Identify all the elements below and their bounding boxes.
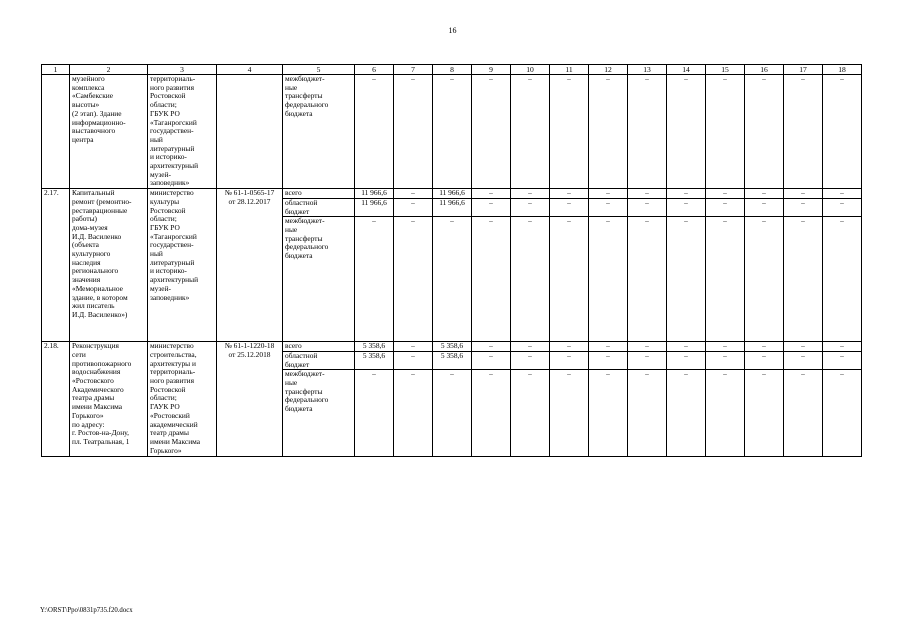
- value-cell: –: [628, 370, 667, 457]
- row-number-cell: [42, 75, 70, 189]
- value-cell: 5 358,6: [433, 351, 472, 369]
- value-cell: –: [589, 198, 628, 216]
- value-cell: –: [550, 342, 589, 352]
- value-cell: 11 966,6: [355, 189, 394, 199]
- column-header: 3: [148, 65, 217, 75]
- column-header: 12: [589, 65, 628, 75]
- column-number-row: [42, 65, 862, 75]
- source-cell: межбюджет- ные трансферты федерального бюджета: [283, 370, 355, 457]
- value-cell: 5 358,6: [355, 351, 394, 369]
- value-cell: –: [667, 75, 706, 189]
- measure-name-cell: Капитальный ремонт (ремонтно- реставрационные работы) дома-музея И.Д. Василенко (объекта культурного наследия регионального значения «Мемориальное здание, в котором жил писатель И.Д. Василенко»): [70, 189, 148, 342]
- value-cell: –: [511, 217, 550, 342]
- column-header: 15: [706, 65, 745, 75]
- column-header: 1: [42, 65, 70, 75]
- value-cell: –: [472, 217, 511, 342]
- value-cell: –: [355, 75, 394, 189]
- value-cell: –: [589, 75, 628, 189]
- value-cell: –: [472, 342, 511, 352]
- value-cell: –: [589, 342, 628, 352]
- value-cell: –: [628, 217, 667, 342]
- value-cell: –: [667, 198, 706, 216]
- value-cell: –: [745, 198, 784, 216]
- value-cell: –: [511, 189, 550, 199]
- value-cell: –: [706, 217, 745, 342]
- source-cell: межбюджет- ные трансферты федерального бюджета: [283, 75, 355, 189]
- value-cell: –: [823, 217, 862, 342]
- value-cell: –: [472, 198, 511, 216]
- value-cell: –: [706, 75, 745, 189]
- value-cell: 5 358,6: [433, 342, 472, 352]
- source-cell: всего: [283, 189, 355, 199]
- value-cell: –: [745, 351, 784, 369]
- measure-name-cell: музейного комплекса «Самбекские высоты» (2 этап). Здание информационно- выставочного центра: [70, 75, 148, 189]
- value-cell: –: [667, 351, 706, 369]
- value-cell: –: [394, 198, 433, 216]
- value-cell: –: [823, 198, 862, 216]
- table-row: [42, 342, 862, 352]
- value-cell: –: [706, 370, 745, 457]
- column-header: 6: [355, 65, 394, 75]
- column-header: 17: [784, 65, 823, 75]
- executor-cell: министерство строительства, архитектуры и территориаль- ного развития Ростовской области; ГАУК РО «Ростовский академический театр драмы имени Максима Горького»: [148, 342, 217, 457]
- value-cell: –: [706, 198, 745, 216]
- value-cell: –: [667, 370, 706, 457]
- value-cell: –: [745, 370, 784, 457]
- value-cell: –: [511, 75, 550, 189]
- value-cell: –: [784, 75, 823, 189]
- value-cell: –: [472, 370, 511, 457]
- value-cell: –: [472, 351, 511, 369]
- value-cell: 11 966,6: [433, 189, 472, 199]
- value-cell: –: [511, 370, 550, 457]
- column-header: 13: [628, 65, 667, 75]
- value-cell: –: [823, 75, 862, 189]
- page-number: 16: [448, 26, 457, 35]
- value-cell: –: [823, 351, 862, 369]
- value-cell: –: [706, 189, 745, 199]
- value-cell: –: [784, 217, 823, 342]
- value-cell: –: [628, 198, 667, 216]
- value-cell: –: [745, 217, 784, 342]
- document-cell: [217, 75, 283, 189]
- source-cell: межбюджет- ные трансферты федерального бюджета: [283, 217, 355, 342]
- value-cell: –: [550, 198, 589, 216]
- column-header: 2: [70, 65, 148, 75]
- column-header: 4: [217, 65, 283, 75]
- value-cell: –: [745, 189, 784, 199]
- value-cell: –: [745, 75, 784, 189]
- value-cell: –: [628, 342, 667, 352]
- value-cell: –: [784, 342, 823, 352]
- column-header: 14: [667, 65, 706, 75]
- value-cell: –: [823, 370, 862, 457]
- source-cell: областной бюджет: [283, 198, 355, 216]
- value-cell: –: [784, 189, 823, 199]
- measure-name-cell: Реконструкция сети противопожарного водоснабжения «Ростовского Академического театра драмы имени Максима Горького» по адресу: г. Ростов-на-Дону, пл. Театральная, 1: [70, 342, 148, 457]
- value-cell: –: [550, 217, 589, 342]
- value-cell: –: [355, 370, 394, 457]
- row-number-cell: 2.18.: [42, 342, 70, 457]
- value-cell: –: [706, 351, 745, 369]
- value-cell: 11 966,6: [355, 198, 394, 216]
- value-cell: –: [550, 75, 589, 189]
- value-cell: –: [589, 217, 628, 342]
- value-cell: –: [667, 189, 706, 199]
- value-cell: –: [355, 217, 394, 342]
- column-header: 16: [745, 65, 784, 75]
- column-header: 18: [823, 65, 862, 75]
- value-cell: –: [628, 75, 667, 189]
- value-cell: –: [589, 189, 628, 199]
- value-cell: –: [394, 342, 433, 352]
- file-path-footer: Y:\ORST\Ppo\0831p735.f20.docx: [40, 607, 133, 614]
- value-cell: –: [628, 189, 667, 199]
- value-cell: –: [550, 351, 589, 369]
- value-cell: –: [433, 75, 472, 189]
- value-cell: –: [667, 217, 706, 342]
- value-cell: –: [784, 198, 823, 216]
- source-cell: областной бюджет: [283, 351, 355, 369]
- column-header: 8: [433, 65, 472, 75]
- value-cell: –: [706, 342, 745, 352]
- value-cell: –: [511, 198, 550, 216]
- value-cell: –: [394, 217, 433, 342]
- value-cell: 5 358,6: [355, 342, 394, 352]
- value-cell: 11 966,6: [433, 198, 472, 216]
- value-cell: –: [589, 351, 628, 369]
- row-number-cell: 2.17.: [42, 189, 70, 342]
- table-row: [42, 75, 862, 189]
- value-cell: –: [745, 342, 784, 352]
- value-cell: –: [823, 342, 862, 352]
- value-cell: –: [784, 370, 823, 457]
- column-header: 7: [394, 65, 433, 75]
- value-cell: –: [628, 351, 667, 369]
- value-cell: –: [550, 189, 589, 199]
- table-row: [42, 189, 862, 199]
- value-cell: –: [511, 342, 550, 352]
- value-cell: –: [472, 75, 511, 189]
- value-cell: –: [433, 217, 472, 342]
- value-cell: –: [394, 370, 433, 457]
- executor-cell: министерство культуры Ростовской области; ГБУК РО «Таганрогский государствен- ный литературный и историко- архитектурный музей- заповедник»: [148, 189, 217, 342]
- document-cell: № 61-1-1220-18 от 25.12.2018: [217, 342, 283, 457]
- value-cell: –: [394, 75, 433, 189]
- value-cell: –: [550, 370, 589, 457]
- value-cell: –: [511, 351, 550, 369]
- value-cell: –: [589, 370, 628, 457]
- value-cell: –: [394, 189, 433, 199]
- value-cell: –: [784, 351, 823, 369]
- column-header: 11: [550, 65, 589, 75]
- column-header: 5: [283, 65, 355, 75]
- executor-cell: территориаль- ного развития Ростовской области; ГБУК РО «Таганрогский государствен- ный литературный и историко- архитектурный музей- заповедник»: [148, 75, 217, 189]
- value-cell: –: [472, 189, 511, 199]
- value-cell: –: [394, 351, 433, 369]
- value-cell: –: [823, 189, 862, 199]
- source-cell: всего: [283, 342, 355, 352]
- document-cell: № 61-1-0565-17 от 28.12.2017: [217, 189, 283, 342]
- program-table: [41, 64, 862, 457]
- value-cell: –: [433, 370, 472, 457]
- column-header: 10: [511, 65, 550, 75]
- column-header: 9: [472, 65, 511, 75]
- value-cell: –: [667, 342, 706, 352]
